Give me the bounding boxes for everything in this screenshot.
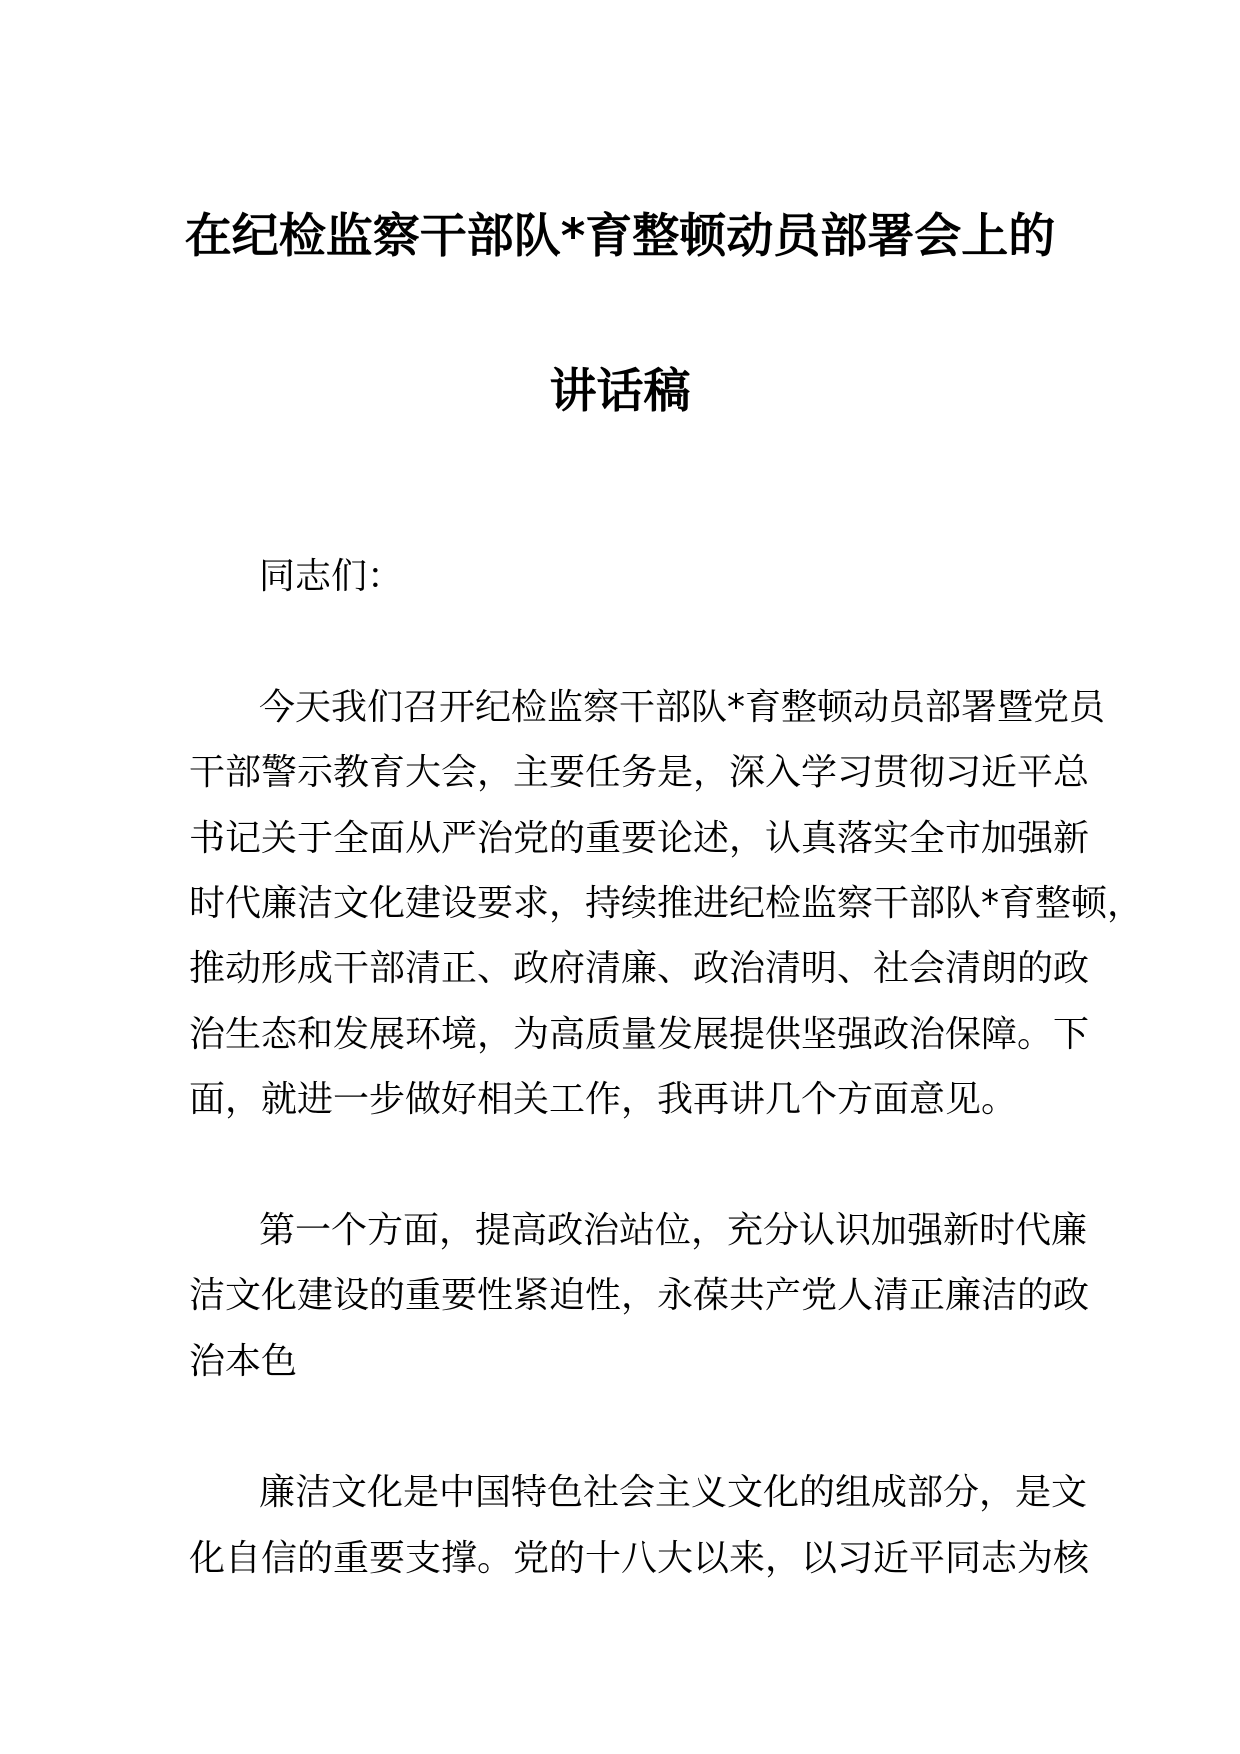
paragraph-line: 廉洁文化是中国特色社会主义文化的组成部分，是文	[259, 1472, 1088, 1513]
paragraph-line: 化自信的重要支撑。党的十八大以来，以习近平同志为核	[189, 1538, 1090, 1579]
paragraph-line: 时代廉洁文化建设要求，持续推进纪检监察干部队*育整顿，	[189, 883, 1144, 924]
paragraph-line: 治生态和发展环境，为高质量发展提供坚强政治保障。下	[189, 1014, 1090, 1055]
document-title-line-2: 讲话稿	[549, 364, 691, 419]
paragraph-line: 推动形成干部清正、政府清廉、政治清明、社会清朗的政	[189, 948, 1090, 989]
paragraph-line: 治本色	[189, 1341, 298, 1382]
paragraph-line: 干部警示教育大会，主要任务是，深入学习贯彻习近平总	[189, 752, 1090, 793]
salutation: 同志们：	[259, 556, 404, 597]
paragraph-line: 书记关于全面从严治党的重要论述，认真落实全市加强新	[189, 818, 1090, 859]
paragraph-line: 第一个方面，提高政治站位，充分认识加强新时代廉	[259, 1210, 1088, 1251]
document-title-line-1: 在纪检监察干部队*育整顿动员部署会上的	[184, 209, 1056, 264]
paragraph-line: 今天我们召开纪检监察干部队*育整顿动员部署暨党员	[259, 687, 1106, 728]
paragraph-line: 面，就进一步做好相关工作，我再讲几个方面意见。	[189, 1079, 1018, 1120]
paragraph-line: 洁文化建设的重要性紧迫性，永葆共产党人清正廉洁的政	[189, 1275, 1090, 1316]
